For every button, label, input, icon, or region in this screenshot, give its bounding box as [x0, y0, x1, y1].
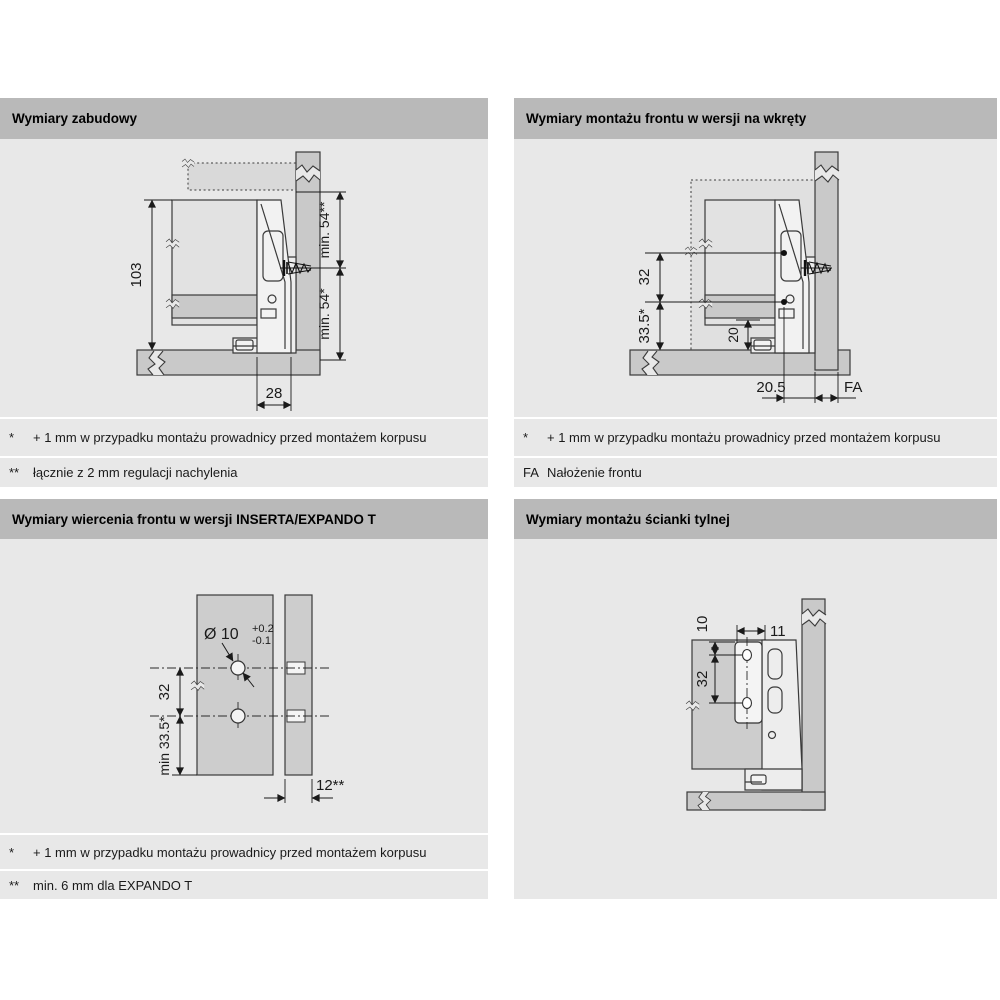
- front-panel-face-view: [191, 595, 273, 775]
- footnote-row: [0, 456, 488, 487]
- dim-33-5: [636, 302, 660, 350]
- panel-title: Wymiary zabudowy: [0, 98, 488, 139]
- dim-12: [264, 777, 345, 803]
- drawer-side-profile: [257, 200, 291, 353]
- dim-label-33-5: 33.5*: [636, 308, 653, 344]
- dim-label-min54-top: min. 54**: [316, 201, 332, 259]
- drawer-box: [699, 200, 775, 325]
- dim-11: [737, 623, 786, 642]
- dim-label-32: 32: [636, 268, 653, 286]
- footnote-text: łącznie z 2 mm regulacji nachylenia: [33, 465, 238, 480]
- dim-label-tol-plus: +0.2: [252, 623, 274, 635]
- footnote-row: [0, 869, 488, 899]
- dim-label-20: 20: [725, 327, 741, 343]
- footnote-text: + 1 mm w przypadku montażu prowadnicy przed montażem korpusu: [33, 844, 427, 860]
- dim-label-fa: FA: [844, 379, 863, 396]
- drawer-box: [166, 200, 257, 325]
- footnote-text: + 1 mm w przypadku montażu prowadnicy przed montażem korpusu: [547, 430, 941, 445]
- footnote-marker: *: [9, 430, 15, 445]
- cabinet-bottom-panel: [137, 350, 320, 375]
- panel-title: Wymiary montażu frontu w wersji na wkręty: [514, 98, 997, 139]
- drawing-back-panel-mounting: [514, 539, 997, 899]
- drawing-front-drilling: [0, 539, 488, 833]
- dim-label-10: 10: [694, 615, 711, 633]
- dim-32: [636, 253, 660, 302]
- footnote-row: [0, 417, 488, 456]
- footnote-row: [514, 417, 997, 456]
- dim-label-11: 11: [770, 623, 786, 640]
- dim-label-min-33-5: min 33.5*: [156, 716, 172, 776]
- dim-label-103: 103: [128, 262, 145, 288]
- footnote-marker: *: [9, 844, 15, 860]
- footnote-marker: **: [9, 465, 20, 480]
- panel-back-panel-mounting: [514, 499, 997, 899]
- drawing-installation-cross-section: [0, 139, 488, 417]
- footnote-text: + 1 mm w przypadku montażu prowadnicy przed montażem korpusu: [33, 430, 427, 445]
- footnote-row: [514, 456, 997, 487]
- footnote-marker: *: [523, 430, 529, 445]
- dim-label-min54-screw: min. 54*: [316, 288, 332, 340]
- footnote-marker: **: [9, 877, 20, 893]
- dim-label-32: 32: [156, 683, 173, 701]
- dim-label-12: 12**: [316, 777, 345, 794]
- cabinet-bottom-panel: [687, 792, 825, 810]
- panel-title: Wymiary wiercenia frontu w wersji INSERTA/EXPANDO T: [0, 499, 488, 539]
- footnote-row: [0, 833, 488, 869]
- panel-title: Wymiary montażu ścianki tylnej: [514, 499, 997, 539]
- drawing-front-mounting: [514, 139, 997, 417]
- dim-label-28: 28: [265, 385, 283, 402]
- panel-installation-dimensions: [0, 98, 488, 487]
- footnote-marker: FA: [523, 465, 539, 480]
- dim-103: [128, 200, 172, 350]
- front-panel: [815, 152, 839, 370]
- dim-min-33-5: [156, 716, 197, 776]
- back-fixing-bracket: [735, 637, 762, 729]
- dim-label-32: 32: [694, 670, 711, 688]
- dim-label-tol-minus: -0.1: [252, 635, 271, 647]
- panel-front-drilling: [0, 499, 488, 899]
- cabinet-top-panel-dashed: [182, 159, 296, 190]
- panel-front-mounting-screws: [514, 98, 997, 487]
- dim-label-20-5: 20.5: [756, 379, 786, 396]
- front-panel-side-view: [285, 595, 312, 775]
- footnote-text: Nałożenie frontu: [547, 465, 642, 480]
- dim-label-diameter: Ø 10: [204, 626, 239, 643]
- footnote-text: min. 6 mm dla EXPANDO T: [33, 877, 193, 893]
- cabinet-side-wall: [802, 599, 826, 810]
- dim-32: [156, 668, 180, 716]
